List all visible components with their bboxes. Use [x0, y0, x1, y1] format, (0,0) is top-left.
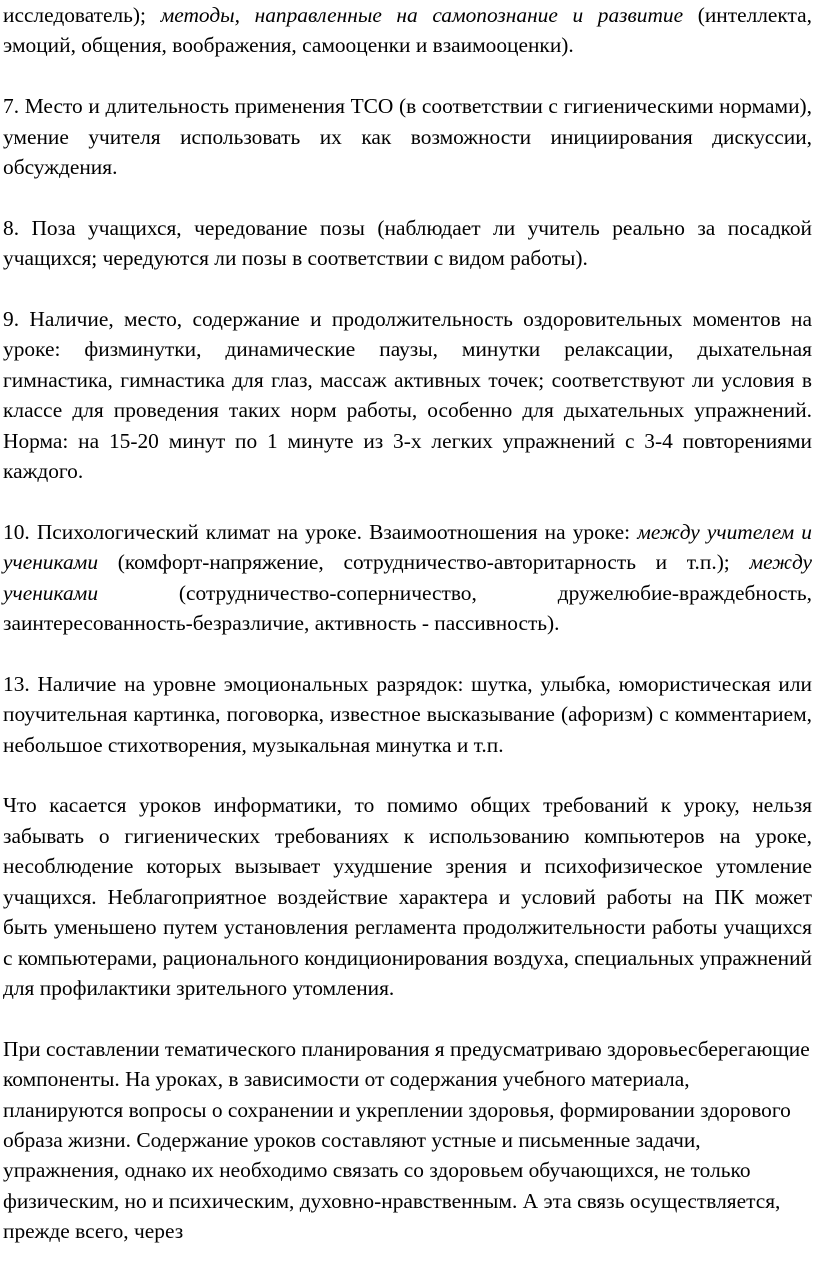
paragraph-item-10-middle: (комфорт-напряжение, сотрудничество-авторитарность и т.п.); — [98, 550, 750, 575]
paragraph-methods-lead: исследователь); — [3, 3, 161, 27]
paragraph-item-10-tail: (сотрудничество-соперничество, дружелюбие-враждебность, заинтересованность-безразличие, активность - пассивность). — [3, 580, 812, 636]
paragraph-item-13: 13. Наличие на уровне эмоциональных разрядок: шутка, улыбка, юмористическая или поучительная картинка, поговорка, известное высказывание (афоризм) с комментарием, небольшое стихотворения, музыкальная минутка и т.п. — [3, 671, 812, 757]
paragraph-item-9: 9. Наличие, место, содержание и продолжительность оздоровительных моментов на уроке: физминутки, динамические паузы, минутки релаксации, дыхательная гимнастика, гимнастика для глаз, массаж активных точек; соответствуют ли условия в классе для проведения таких норм работы, особенно для дыхательных упражнений. Норма: на 15-20 минут по 1 минуте из 3-х легких упражнений с 3-4 повторениями каждого. — [3, 307, 812, 484]
paragraph-methods-tail: (интеллекта, эмоций, общения, воображения, самооценки и взаимооценки). — [3, 3, 812, 58]
paragraph-item-10-italic-1: между учителем и учениками — [3, 519, 812, 575]
paragraph-item-8: 8. Поза учащихся, чередование позы (наблюдает ли учитель реально за посадкой учащихся; чередуются ли позы в соответствии с видом работы). — [3, 215, 812, 271]
paragraph-item-10-italic-2: между учениками — [3, 550, 812, 605]
paragraph-item-10 — [3, 517, 812, 639]
paragraph-planning: При составлении тематического планирования я предусматриваю здоровьесберегающие компоненты. На уроках, в зависимости от содержания учебного материала, планируются вопросы о сохранении и укреплении здоровья, формировании здорового образа жизни. Содержание уроков составляют устные и письменные задачи, упражнения, однако их необходимо связать со здоровьем обучающихся, не только физическим, но и психическим, духовно-нравственным. А эта связь осуществляется, прежде всего, через — [3, 1036, 810, 1244]
paragraph-informatics: Что касается уроков информатики, то помимо общих требований к уроку, нельзя забывать о гигиенических требованиях к использованию компьютеров на уроке, несоблюдение которых вызывает ухудшение зрения и психофизическое утомление учащихся. Неблагоприятное воздействие характера и условий работы на ПК может быть уменьшено путем установления регламента продолжительности работы учащихся с компьютерами, рационального кондиционирования воздуха, специальных упражнений для профилактики зрительного утомления. — [3, 793, 812, 1000]
paragraph-item-7: 7. Место и длительность применения ТСО (в соответствии с гигиеническими нормами), умение учителя использовать их как возможности инициирования дискуссии, обсуждения. — [3, 94, 812, 180]
paragraph-methods — [3, 0, 812, 61]
paragraph-item-10-lead: 10. Психологический климат на уроке. Взаимоотношения на уроке: — [3, 519, 638, 544]
paragraph-methods-italic: методы, направленные на самопознание и развитие — [160, 3, 684, 27]
